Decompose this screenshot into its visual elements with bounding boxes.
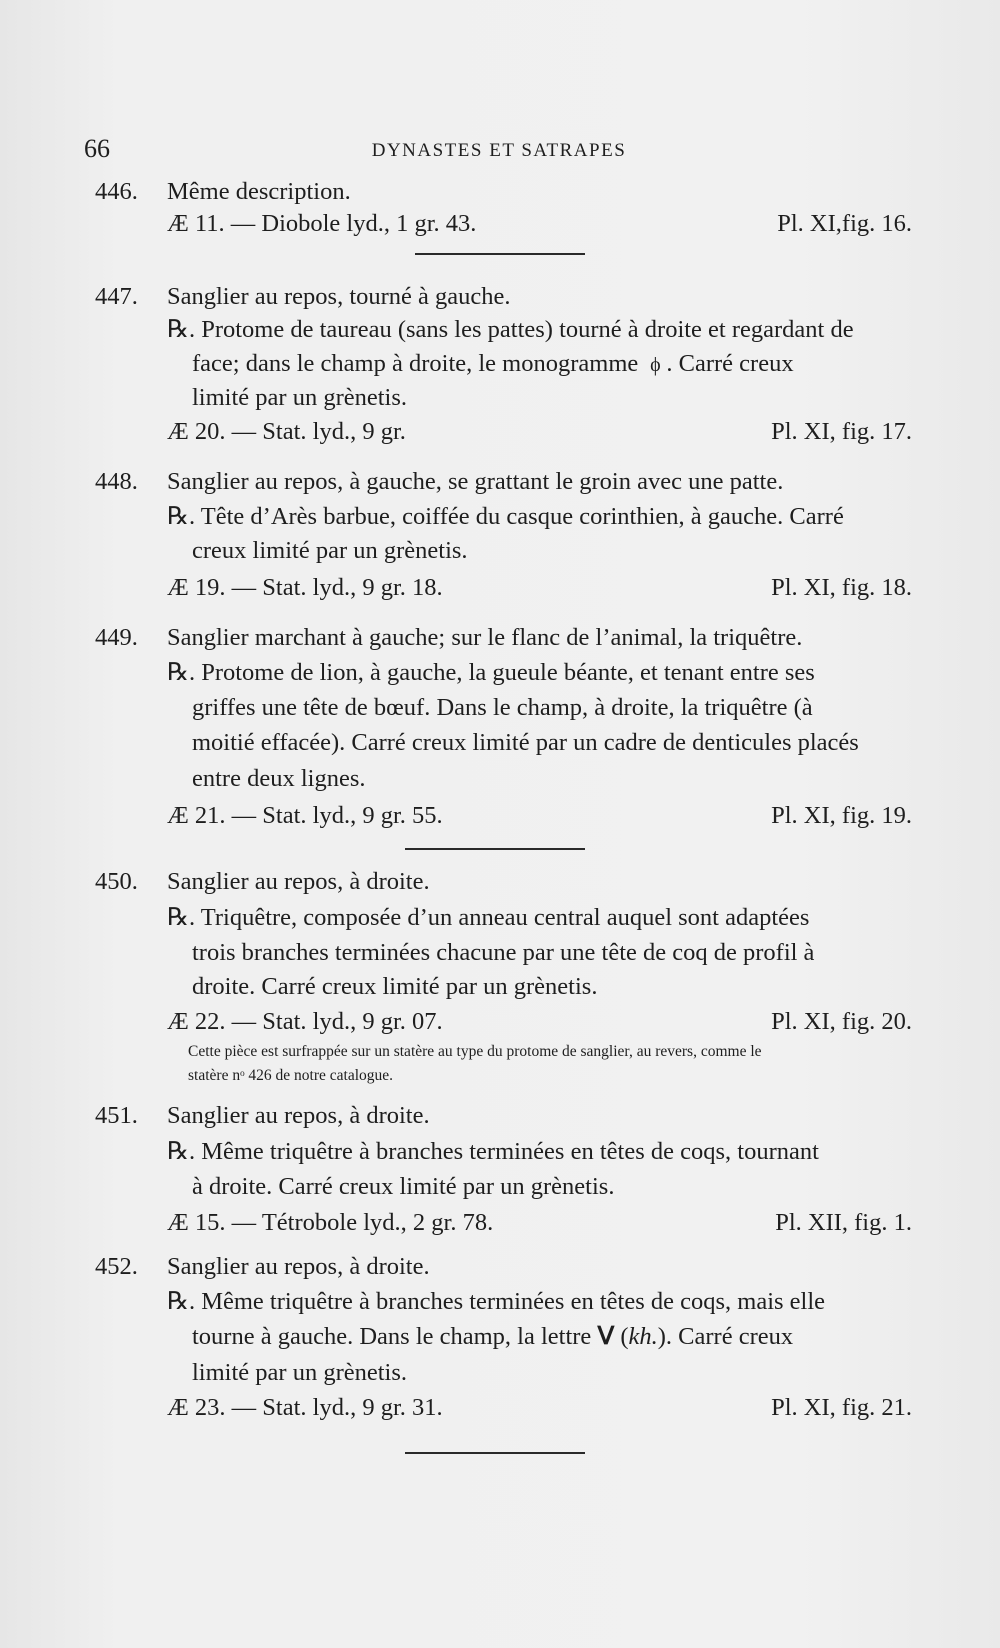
reverse-description-cont: limité par un grènetis. — [192, 384, 407, 411]
monogram-icon: ϕ — [650, 354, 661, 376]
reverse-description-cont: entre deux lignes. — [192, 765, 366, 792]
reverse-description: ℞. Protome de lion, à gauche, la gueule béante, et tenant entre ses — [167, 659, 815, 686]
plate-reference: Pl. XI, fig. 20. — [771, 1008, 912, 1035]
coin-metadata: Æ 23. — Stat. lyd., 9 gr. 31. — [167, 1394, 443, 1421]
coin-metadata: Æ 22. — Stat. lyd., 9 gr. 07. — [167, 1008, 443, 1035]
page-number: 66 — [84, 134, 110, 163]
separator-rule — [405, 1452, 585, 1454]
entry-description: Sanglier au repos, à droite. — [167, 1102, 430, 1129]
reverse-description-cont: droite. Carré creux limité par un grènetis. — [192, 973, 598, 1000]
plate-reference: Pl. XI, fig. 17. — [771, 418, 912, 445]
coin-metadata: Æ 11. — Diobole lyd., 1 gr. 43. — [167, 210, 477, 237]
running-head: DYNASTES ET SATRAPES — [371, 140, 627, 161]
reverse-description: ℞. Même triquêtre à branches terminées en têtes de coqs, tournant — [167, 1138, 819, 1165]
entry-number: 448. — [95, 468, 138, 495]
coin-metadata: Æ 20. — Stat. lyd., 9 gr. — [167, 418, 406, 445]
reverse-description-cont: tourne à gauche. Dans le champ, la lettre ᐯ (kh.). Carré creux — [192, 1323, 794, 1350]
reverse-description: ℞. Triquêtre, composée d’un anneau central auquel sont adaptées — [167, 904, 810, 931]
plate-reference: Pl. XI,fig. 16. — [777, 210, 912, 237]
entry-number: 449. — [95, 624, 138, 651]
reverse-description-cont: griffes une tête de bœuf. Dans le champ, à droite, la triquêtre (à — [192, 694, 813, 721]
coin-metadata: Æ 21. — Stat. lyd., 9 gr. 55. — [167, 802, 443, 829]
plate-reference: Pl. XI, fig. 19. — [771, 802, 912, 829]
plate-reference: Pl. XII, fig. 1. — [775, 1209, 912, 1236]
entry-number: 446. — [95, 178, 138, 205]
page-header — [84, 134, 914, 168]
entry-description: Sanglier au repos, à gauche, se grattant le groin avec une patte. — [167, 468, 784, 495]
reverse-description-cont: trois branches terminées chacune par une tête de coq de profil à — [192, 939, 815, 966]
reverse-description-cont: à droite. Carré creux limité par un grènetis. — [192, 1173, 615, 1200]
entry-number: 447. — [95, 283, 138, 310]
plate-reference: Pl. XI, fig. 21. — [771, 1394, 912, 1421]
entry-description: Même description. — [167, 178, 351, 205]
separator-rule — [415, 253, 585, 255]
entry-number: 450. — [95, 868, 138, 895]
entry-description: Sanglier marchant à gauche; sur le flanc de l’animal, la triquêtre. — [167, 624, 803, 651]
reverse-description-cont: limité par un grènetis. — [192, 1359, 407, 1386]
entry-number: 452. — [95, 1253, 138, 1280]
coin-metadata: Æ 19. — Stat. lyd., 9 gr. 18. — [167, 574, 443, 601]
entry-description: Sanglier au repos, tourné à gauche. — [167, 283, 511, 310]
reverse-description: ℞. Même triquêtre à branches terminées en têtes de coqs, mais elle — [167, 1288, 826, 1315]
reverse-description: ℞. Protome de taureau (sans les pattes) tourné à droite et regardant de — [167, 316, 854, 343]
entry-description: Sanglier au repos, à droite. — [167, 1253, 430, 1280]
entry-number: 451. — [95, 1102, 138, 1129]
footnote: statère nᵒ 426 de notre catalogue. — [188, 1067, 394, 1084]
reverse-description-cont: creux limité par un grènetis. — [192, 537, 468, 564]
reverse-description-cont: face; dans le champ à droite, le monogramme ϕ . Carré creux — [192, 350, 794, 377]
coin-metadata: Æ 15. — Tétrobole lyd., 2 gr. 78. — [167, 1209, 494, 1236]
separator-rule — [405, 848, 585, 850]
reverse-description: ℞. Tête d’Arès barbue, coiffée du casque corinthien, à gauche. Carré — [167, 503, 844, 530]
entry-description: Sanglier au repos, à droite. — [167, 868, 430, 895]
plate-reference: Pl. XI, fig. 18. — [771, 574, 912, 601]
letter-glyph-icon: ᐯ — [597, 1323, 615, 1350]
footnote: Cette pièce est surfrappée sur un statère au type du protome de sanglier, au revers, comme le — [188, 1043, 762, 1060]
reverse-description-cont: moitié effacée). Carré creux limité par un cadre de denticules placés — [192, 729, 859, 756]
